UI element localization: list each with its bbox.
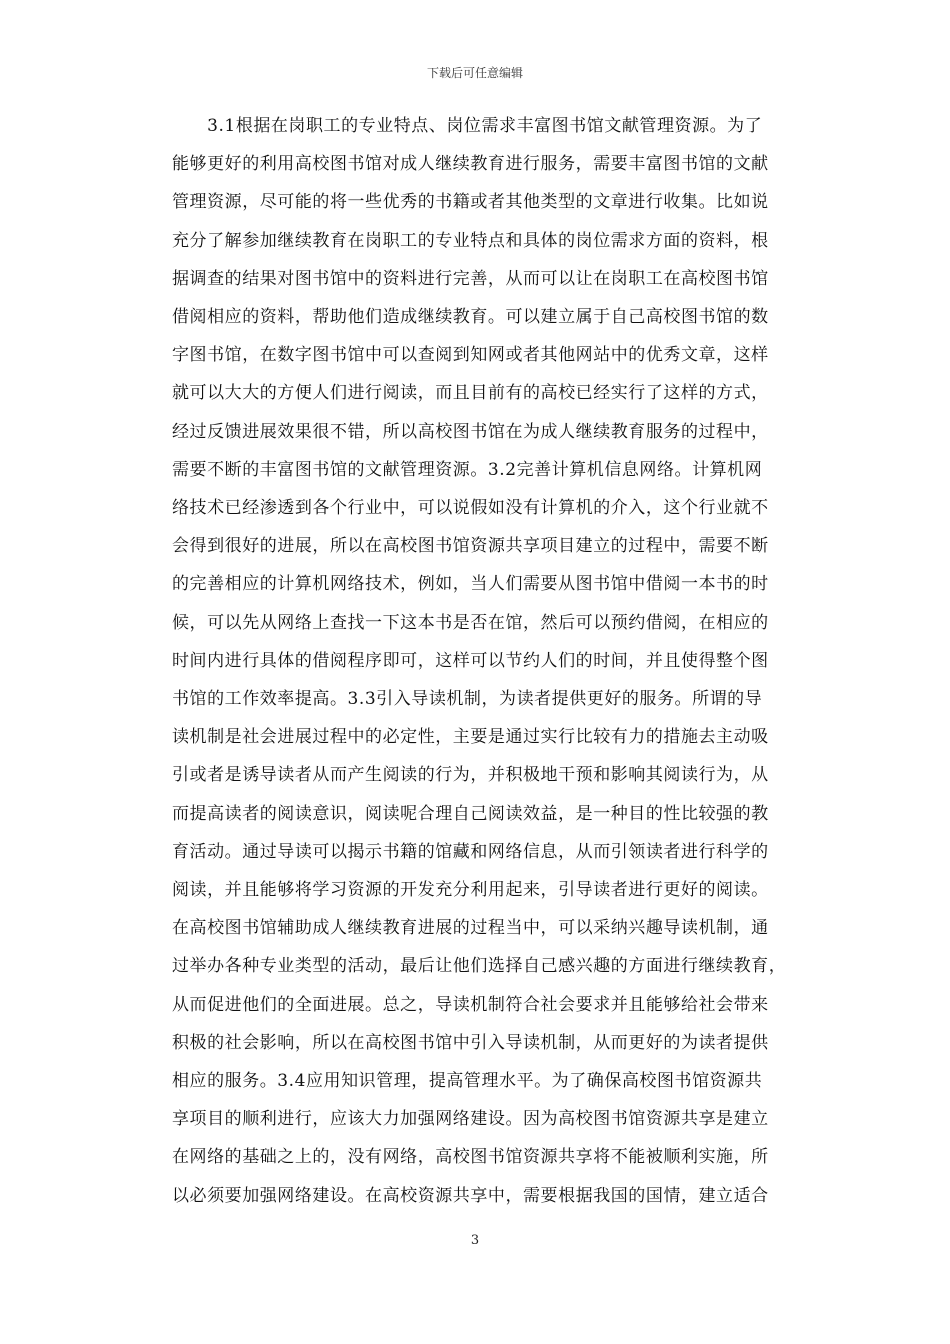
paragraph-line: 时间内进行具体的借阅程序即可，这样可以节约人们的时间，并且使得整个图 <box>172 650 769 671</box>
paragraph-line: 书馆的工作效率提高。3.3引入导读机制，为读者提供更好的服务。所谓的导 <box>172 689 763 709</box>
paragraph-line: 阅读，并且能够将学习资源的开发充分利用起来，引导读者进行更好的阅读。 <box>172 880 769 900</box>
paragraph-line: 以必须要加强网络建设。在高校资源共享中，需要根据我国的国情，建立适合 <box>172 1185 769 1206</box>
paragraph-line: 经过反馈进展效果很不错，所以高校图书馆在为成人继续教育服务的过程中， <box>172 421 769 442</box>
paragraph-line: 而提高读者的阅读意识，阅读呢合理自己阅读效益，是一种目的性比较强的教 <box>172 803 769 824</box>
paragraph-line: 就可以大大的方便人们进行阅读，而且目前有的高校已经实行了这样的方式， <box>172 383 769 404</box>
paragraph-line: 3.1根据在岗职工的专业特点、岗位需求丰富图书馆文献管理资源。为了 <box>172 116 763 136</box>
paragraph-line: 会得到很好的进展，所以在高校图书馆资源共享项目建立的过程中，需要不断 <box>172 536 769 557</box>
paragraph-line: 育活动。通过导读可以揭示书籍的馆藏和网络信息，从而引领读者进行科学的 <box>172 841 769 862</box>
paragraph-line: 读机制是社会进展过程中的必定性，主要是通过实行比较有力的措施去主动吸 <box>172 727 769 748</box>
paragraph-line: 据调查的结果对图书馆中的资料进行完善，从而可以让在岗职工在高校图书馆 <box>172 268 769 289</box>
paragraph-line: 候，可以先从网络上查找一下这本书是否在馆，然后可以预约借阅，在相应的 <box>172 612 769 633</box>
paragraph-line: 相应的服务。3.4应用知识管理，提高管理水平。为了确保高校图书馆资源共 <box>172 1071 763 1091</box>
page-number: 3 <box>470 1233 480 1248</box>
paragraph-line: 过举办各种专业类型的活动，最后让他们选择自己感兴趣的方面进行继续教育， <box>172 956 787 977</box>
paragraph-line: 管理资源，尽可能的将一些优秀的书籍或者其他类型的文章进行收集。比如说 <box>172 192 769 213</box>
paragraph-line: 络技术已经渗透到各个行业中，可以说假如没有计算机的介入，这个行业就不 <box>172 498 769 518</box>
paragraph-line: 从而促进他们的全面进展。总之，导读机制符合社会要求并且能够给社会带来 <box>172 994 769 1015</box>
paragraph-line: 充分了解参加继续教育在岗职工的专业特点和具体的岗位需求方面的资料，根 <box>172 230 769 251</box>
paragraph-line: 引或者是诱导读者从而产生阅读的行为，并积极地干预和影响其阅读行为，从 <box>172 765 769 786</box>
paragraph-line: 在高校图书馆辅助成人继续教育进展的过程当中，可以采纳兴趣导读机制，通 <box>172 918 769 939</box>
paragraph-line: 字图书馆，在数字图书馆中可以查阅到知网或者其他网站中的优秀文章，这样 <box>172 345 769 366</box>
paragraph-line: 的完善相应的计算机网络技术，例如，当人们需要从图书馆中借阅一本书的时 <box>172 574 769 595</box>
paragraph-line: 在网络的基础之上的，没有网络，高校图书馆资源共享将不能被顺利实施，所 <box>172 1147 769 1168</box>
page-header: 下载后可任意编辑 <box>426 66 523 80</box>
paragraph-line: 积极的社会影响，所以在高校图书馆中引入导读机制，从而更好的为读者提供 <box>172 1032 769 1053</box>
paragraph-line: 享项目的顺利进行，应该大力加强网络建设。因为高校图书馆资源共享是建立 <box>172 1109 769 1130</box>
paragraph-line: 需要不断的丰富图书馆的文献管理资源。3.2完善计算机信息网络。计算机网 <box>172 459 763 480</box>
paragraph-line: 能够更好的利用高校图书馆对成人继续教育进行服务，需要丰富图书馆的文献 <box>172 154 769 175</box>
paragraph-line: 借阅相应的资料，帮助他们造成继续教育。可以建立属于自己高校图书馆的数 <box>172 307 769 327</box>
